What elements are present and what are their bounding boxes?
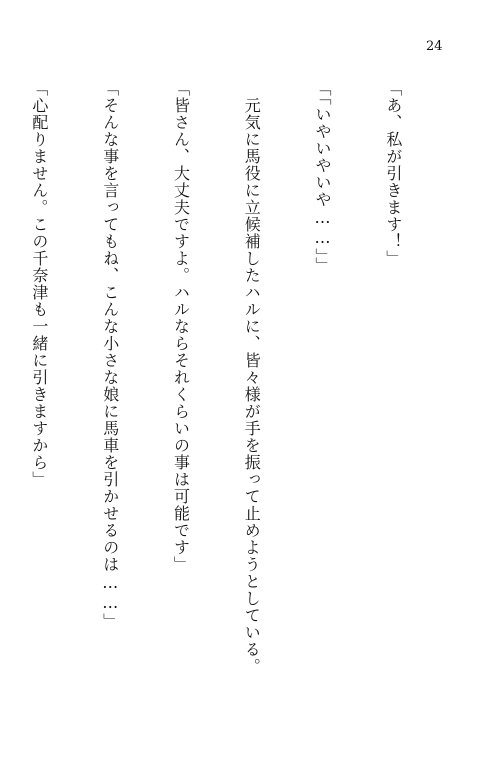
text-line: 「皆さん、大丈夫ですよ。ハルならそれくらいの事は可能です」 bbox=[171, 80, 191, 573]
page-number: 24 bbox=[426, 39, 443, 54]
text-line: 「「いやいやいや……」」 bbox=[313, 80, 333, 274]
text-line: 「あ、私が引きます！」 bbox=[383, 80, 403, 267]
text-line: 「心配りません。この千奈津も一緒に引きますから」 bbox=[29, 80, 49, 488]
vertical-text-block bbox=[0, 80, 452, 675]
text-line: 元気に馬役に立候補したハルに、皆々様が手を振って止めようとしている。 bbox=[242, 80, 262, 675]
text-line: 「そんな事を言ってもね、こんな小さな娘に馬車を引かせるのは……」 bbox=[100, 80, 120, 630]
